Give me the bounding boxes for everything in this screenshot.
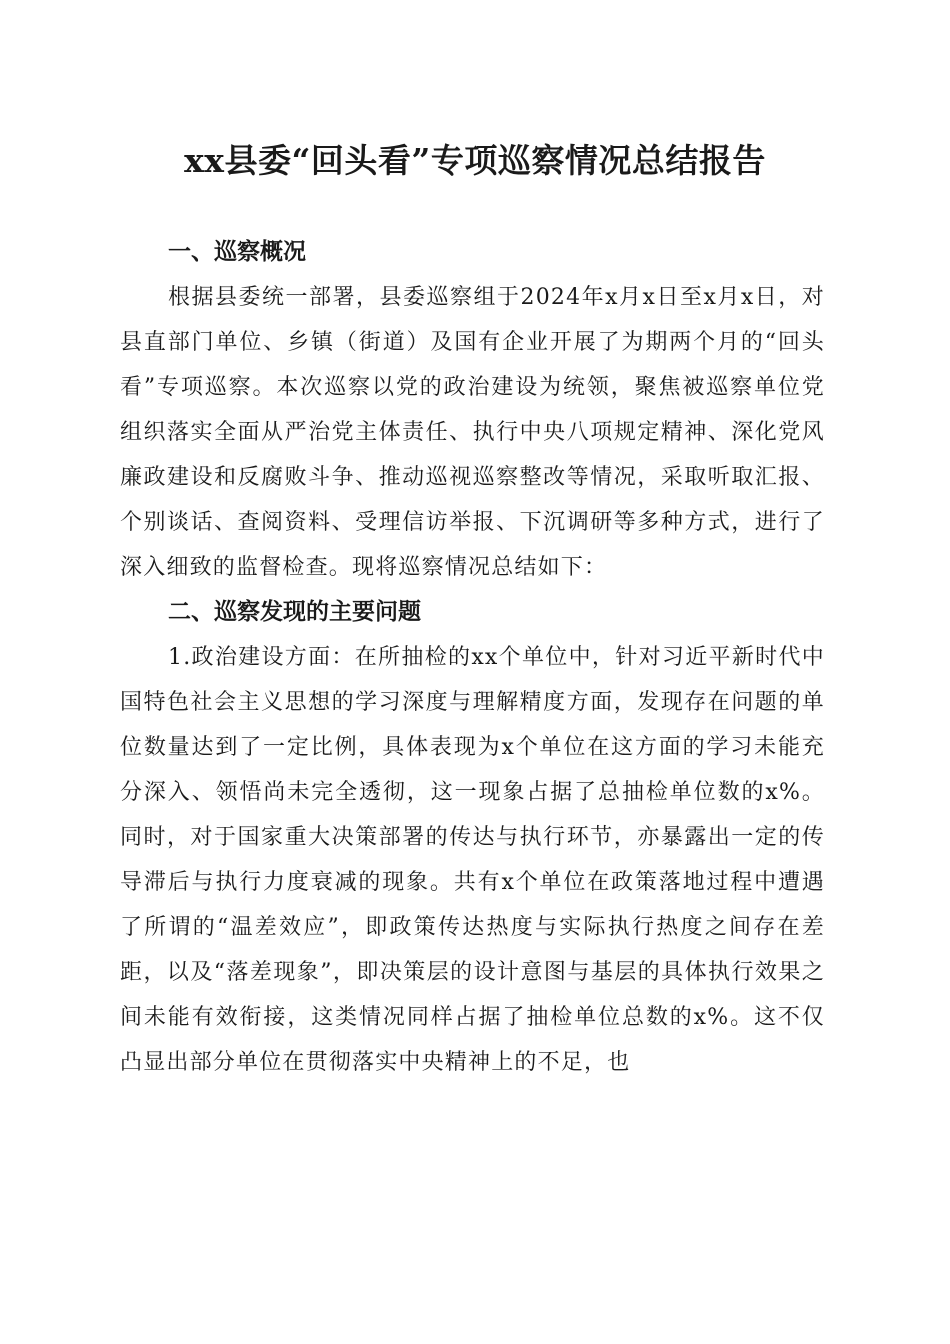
section-heading-problems: 二、巡察发现的主要问题	[168, 599, 421, 625]
document-title: xx县委“回头看”专项巡察情况总结报告	[184, 141, 766, 180]
document-body	[120, 230, 825, 1085]
overview-paragraph: 根据县委统一部署，县委巡察组于2024年x月x日至x月x日，对县直部门单位、乡镇（街道）及国有企业开展了为期两个月的“回头看”专项巡察。本次巡察以党的政治建设为统领，聚焦被巡察单位党组织落实全面从严治党主体责任、执行中央八项规定精神、深化党风廉政建设和反腐败斗争、推动巡视巡察整改等情况，采取听取汇报、个别谈话、查阅资料、受理信访举报、下沉调研等多种方式，进行了深入细致的监督检查。现将巡察情况总结如下：	[120, 285, 825, 580]
problems-paragraph-political: 1.政治建设方面：在所抽检的xx个单位中，针对习近平新时代中国特色社会主义思想的学习深度与理解精度方面，发现存在问题的单位数量达到了一定比例，具体表现为x个单位在这方面的学习未能充分深入、领悟尚未完全透彻，这一现象占据了总抽检单位数的x%。同时，对于国家重大决策部署的传达与执行环节，亦暴露出一定的传导滞后与执行力度衰减的现象。共有x个单位在政策落地过程中遭遇了所谓的“温差效应”，即政策传达热度与实际执行热度之间存在差距，以及“落差现象”，即决策层的设计意图与基层的具体执行效果之间未能有效衔接，这类情况同样占据了抽检单位总数的x%。这不仅凸显出部分单位在贯彻落实中央精神上的不足，也	[120, 645, 825, 1075]
section-heading-overview: 一、巡察概况	[168, 239, 306, 265]
